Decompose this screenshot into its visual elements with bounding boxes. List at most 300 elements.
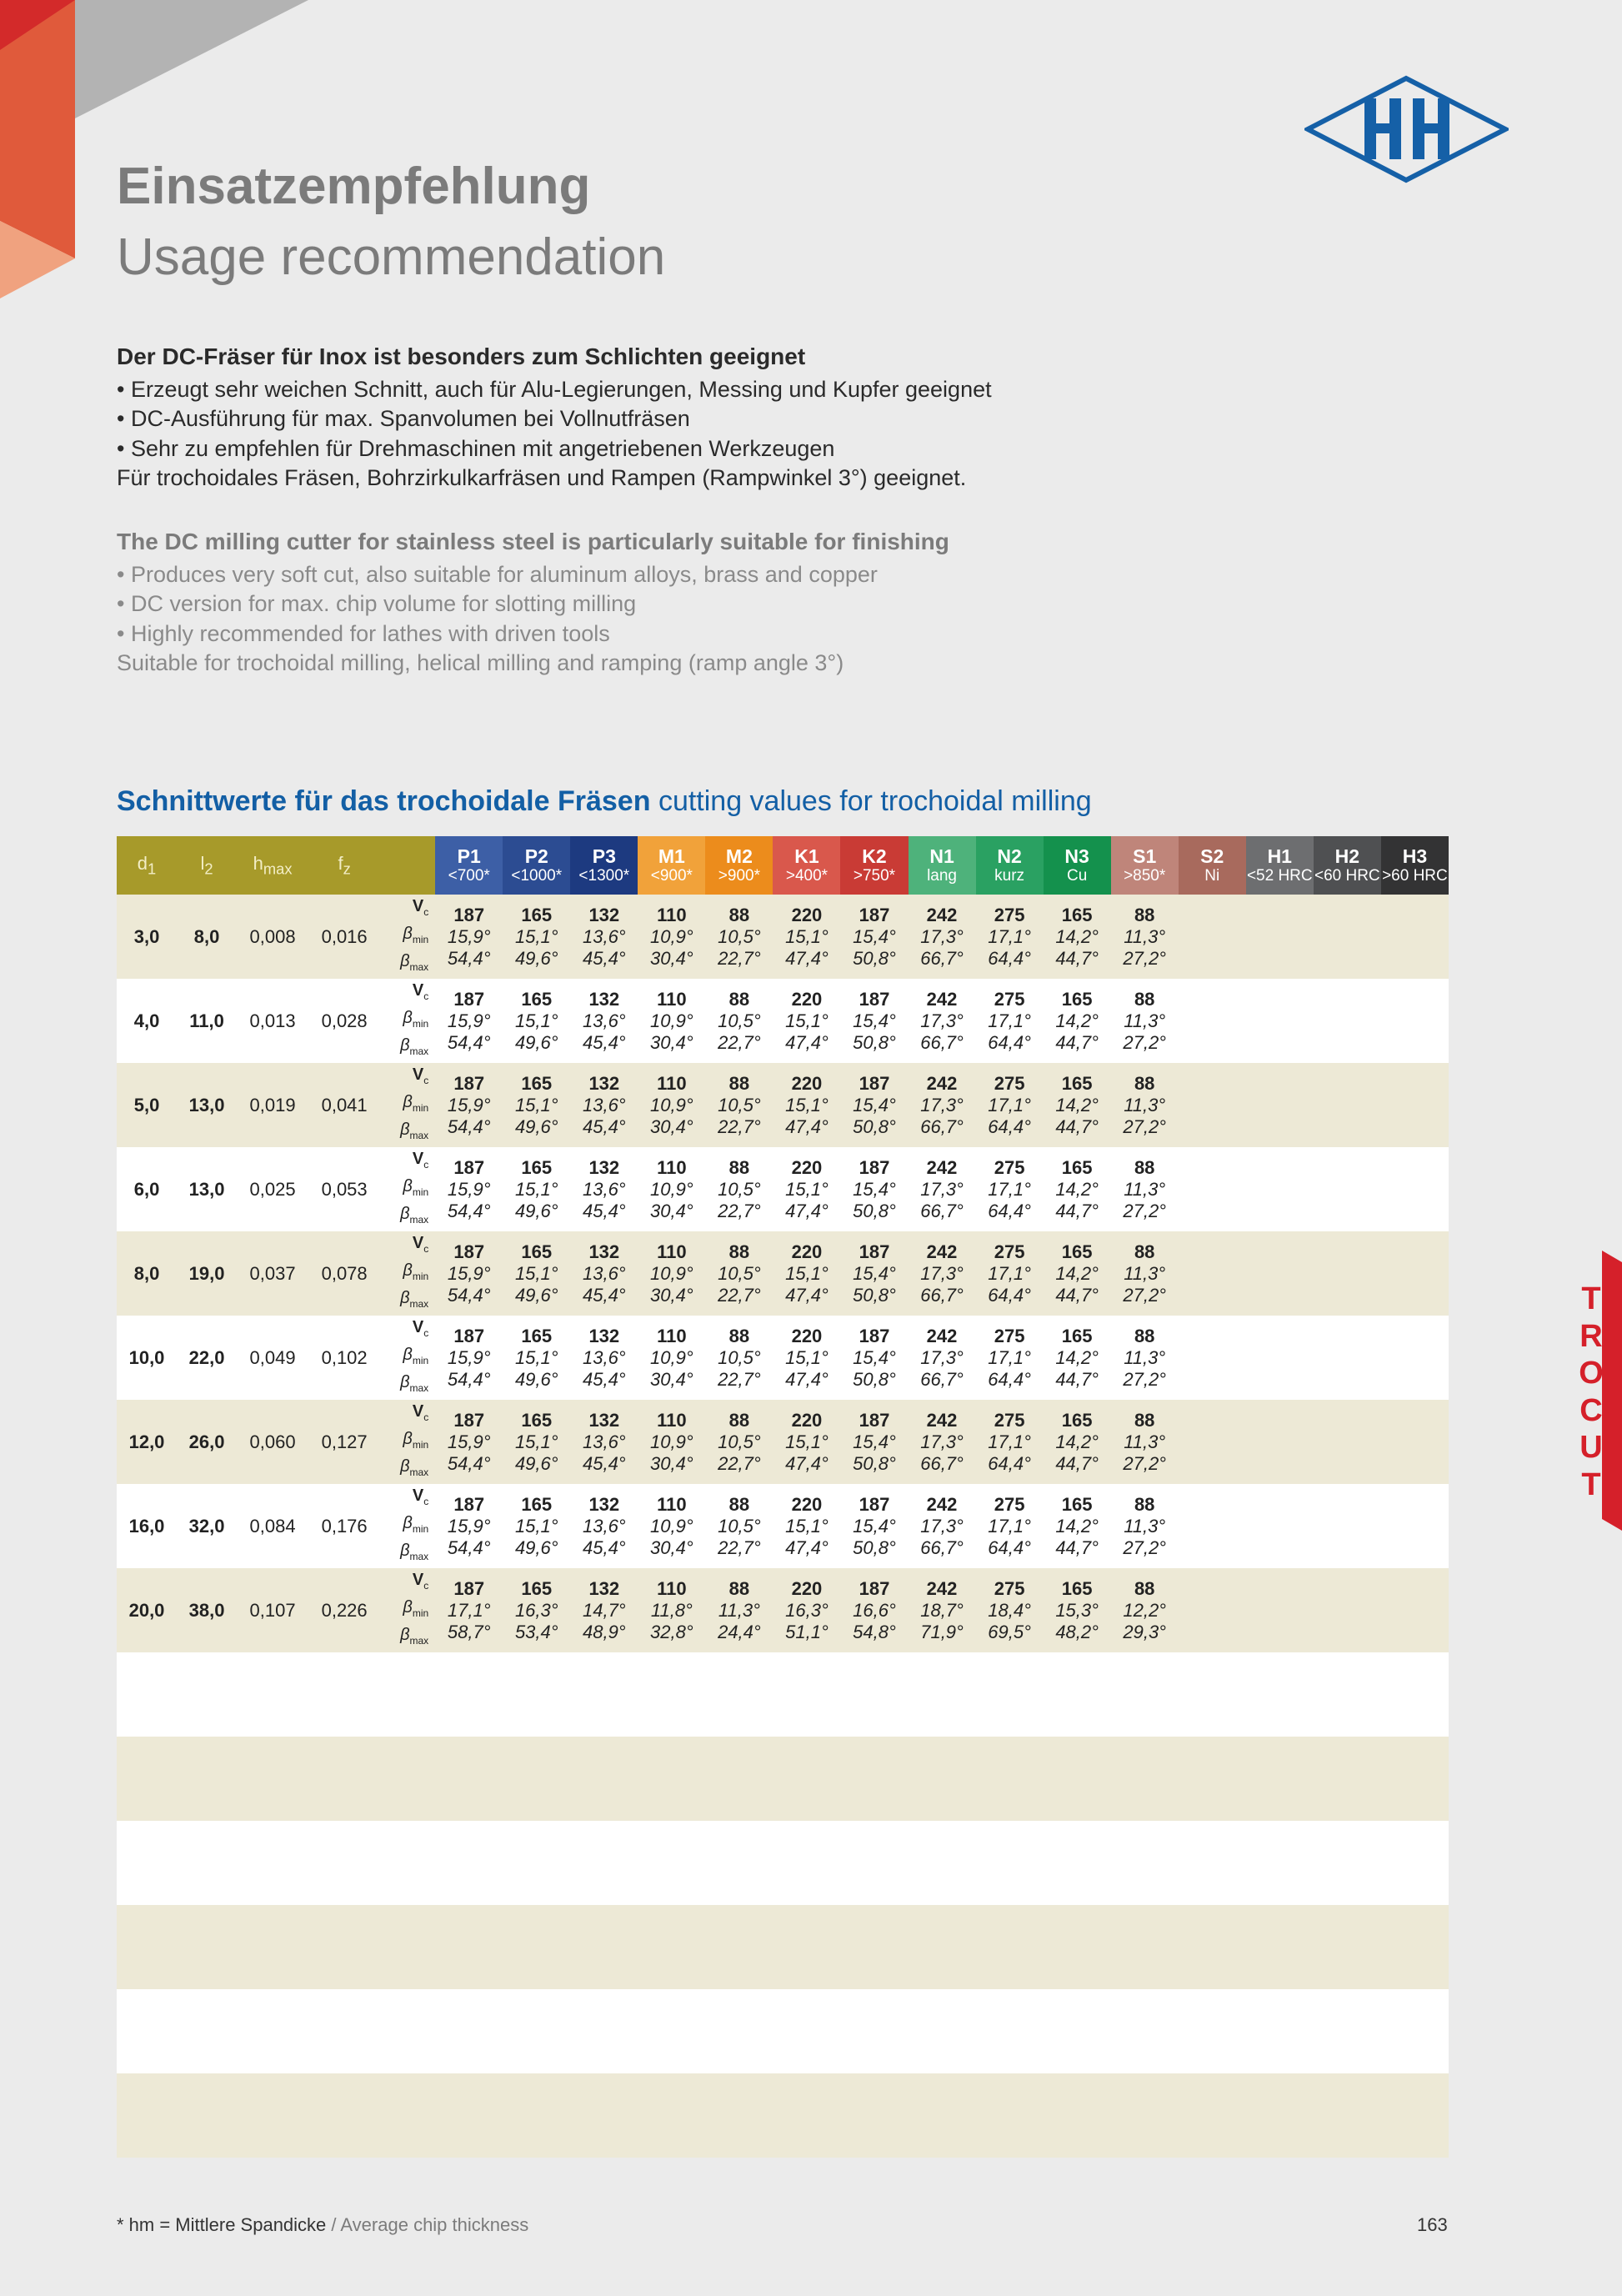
beta-min-value: 17,1° [988,1010,1031,1031]
material-code: H2 [1334,845,1360,867]
param-symbol: V [412,1402,424,1421]
cell-value [705,1147,773,1231]
vc-value: 110 [657,1156,687,1178]
param-subscript: c [423,1411,429,1423]
cell-value [503,1568,570,1652]
vc-value: 275 [994,1072,1025,1094]
beta-max-value: 44,7° [1055,1115,1099,1137]
cell-value [976,1316,1044,1400]
vc-value: 88 [1134,1072,1155,1094]
cell-value [909,1063,976,1147]
cell-value [976,895,1044,979]
vc-value: 110 [657,988,687,1010]
intro-en-bullet: • Highly recommended for lathes with driven tools [117,620,610,646]
cell-value [570,1316,638,1400]
material-code: N3 [1064,845,1089,867]
beta-min-value: 15,1° [514,1346,558,1368]
beta-min-value: 11,3° [1124,1515,1166,1537]
beta-max-value: 54,4° [447,1368,491,1390]
cell-value [1179,1568,1246,1652]
beta-min-value: 14,2° [1055,1262,1099,1284]
beta-min-value: 10,9° [650,1094,693,1115]
beta-min-value: 17,1° [447,1599,491,1621]
cell-value [638,895,705,979]
vc-value: 110 [657,1072,687,1094]
cell-d1: 12,0 [117,1400,177,1484]
beta-max-value: 64,4° [988,1368,1031,1390]
param-symbol: V [412,1486,424,1505]
vc-value: 88 [1134,988,1155,1010]
param-symbol: V [412,897,424,915]
empty-table-row [117,1737,1449,1821]
intro-en [117,527,949,679]
footnote-de: * hm = Mittlere Spandicke [117,2214,327,2235]
cell-hmax: 0,049 [237,1316,308,1400]
cell-value [1246,1063,1314,1147]
beta-min-value: 15,4° [853,1262,896,1284]
beta-max-value: 53,4° [514,1621,558,1642]
vc-value: 88 [1134,1409,1155,1431]
cell-value [976,1400,1044,1484]
vc-value: 187 [859,904,890,925]
beta-min-value: 15,1° [785,1178,829,1200]
beta-min-value: 15,1° [785,1262,829,1284]
cell-value [840,1568,908,1652]
beta-min-value: 15,1° [785,1094,829,1115]
cell-value [503,895,570,979]
cell-value [909,1316,976,1400]
param-subscript: c [423,1075,429,1086]
table-body [117,895,1449,2158]
material-code: K2 [862,845,887,867]
beta-max-value: 64,4° [988,1200,1031,1221]
beta-max-value: 47,4° [785,1031,829,1053]
cell-value [1381,1063,1449,1147]
beta-max-value: 64,4° [988,947,1031,969]
param-symbol: β [403,1093,413,1111]
cell-value [840,979,908,1063]
beta-max-value: 27,2° [1123,1368,1166,1390]
cutting-values-table [117,836,1449,2158]
beta-min-value: 14,2° [1055,925,1099,947]
material-header-p2 [503,836,570,895]
beta-min-value: 13,6° [582,1431,626,1452]
param-label [380,1401,428,1428]
vc-value: 110 [657,1409,687,1431]
empty-cell [117,1989,1449,2073]
material-code: S2 [1200,845,1224,867]
vc-value: 187 [859,1493,890,1515]
beta-min-value: 17,3° [920,1010,964,1031]
vc-value: 275 [994,1156,1025,1178]
beta-max-value: 64,4° [988,1537,1031,1558]
cell-value [1314,1316,1381,1400]
param-subscript: min [412,1186,429,1198]
cell-value [1381,1400,1449,1484]
beta-max-value: 29,3° [1123,1621,1166,1642]
vc-value: 132 [588,904,620,925]
vc-value: 88 [728,988,750,1010]
vc-value: 88 [1134,1156,1155,1178]
side-letter: C [1579,1392,1603,1428]
material-subtitle: lang [927,867,957,885]
beta-min-value: 15,1° [785,925,829,947]
cell-value [435,1147,503,1231]
cell-value [909,1484,976,1568]
param-symbol: β [403,1261,413,1280]
material-subtitle: <52 HRC [1246,867,1313,885]
beta-max-value: 45,4° [582,1200,626,1221]
beta-max-value: 50,8° [853,1537,896,1558]
vc-value: 275 [994,1409,1025,1431]
cell-d1: 20,0 [117,1568,177,1652]
beta-max-value: 30,4° [650,1284,693,1306]
beta-min-value: 10,9° [650,925,693,947]
cell-fz: 0,226 [308,1568,380,1652]
cell-value [840,1231,908,1316]
vc-value: 187 [859,1156,890,1178]
beta-max-value: 22,7° [718,1368,761,1390]
beta-max-value: 30,4° [650,1368,693,1390]
cell-value [1179,1400,1246,1484]
beta-max-value: 54,8° [853,1621,896,1642]
cell-value [1314,1568,1381,1652]
cell-value [976,1231,1044,1316]
param-subscript: min [412,1439,429,1451]
cell-value [435,1568,503,1652]
beta-max-value: 44,7° [1055,1031,1099,1053]
cell-d1: 6,0 [117,1147,177,1231]
beta-max-value: 49,6° [514,947,558,969]
header-l2: $l_2$ [177,836,237,895]
cell-value [773,1231,840,1316]
beta-max-value: 66,7° [920,1452,964,1474]
material-code: N1 [929,845,954,867]
vc-value: 110 [657,904,687,925]
param-subscript: max [409,1214,429,1226]
beta-max-value: 22,7° [718,1537,761,1558]
beta-max-value: 50,8° [853,1452,896,1474]
beta-max-value: 66,7° [920,1115,964,1137]
beta-min-value: 15,1° [514,1262,558,1284]
material-code: M2 [725,845,753,867]
material-header-m1 [638,836,705,895]
beta-max-value: 44,7° [1055,1537,1099,1558]
cell-value [773,1147,840,1231]
param-label [380,980,428,1007]
beta-min-value: 17,1° [988,1346,1031,1368]
empty-cell [117,2073,1449,2158]
cell-fz: 0,078 [308,1231,380,1316]
cell-value [503,1147,570,1231]
param-subscript: max [409,961,429,973]
cell-param-labels [380,895,435,979]
vc-value: 165 [1061,1325,1093,1346]
cell-value [1044,1147,1111,1231]
cell-value [976,979,1044,1063]
cell-param-labels [380,1316,435,1400]
vc-value: 275 [994,1325,1025,1346]
beta-max-value: 45,4° [582,1115,626,1137]
beta-min-value: 17,3° [920,925,964,947]
vc-value: 242 [926,1493,958,1515]
beta-max-value: 66,7° [920,1284,964,1306]
param-label [380,1485,428,1512]
vc-value: 275 [994,1577,1025,1599]
beta-max-value: 54,4° [447,1284,491,1306]
beta-max-value: 22,7° [718,947,761,969]
param-symbol: V [412,1234,424,1252]
vc-value: 165 [1061,1409,1093,1431]
side-tab-label [1560,1281,1622,1503]
param-label [380,1176,428,1203]
table-row [117,1568,1449,1652]
beta-min-value: 17,3° [920,1262,964,1284]
beta-min-value: 14,2° [1055,1431,1099,1452]
cell-value [840,1063,908,1147]
beta-max-value: 45,4° [582,1452,626,1474]
beta-min-value: 15,1° [514,1178,558,1200]
intro-en-bullet: • Produces very soft cut, also suitable for aluminum alloys, brass and copper [117,561,878,587]
cell-value [705,1400,773,1484]
cell-value [705,895,773,979]
vc-value: 110 [657,1325,687,1346]
vc-value: 220 [791,1409,823,1431]
cell-value [1381,1484,1449,1568]
material-subtitle: >400* [785,867,829,885]
cell-value [909,1568,976,1652]
beta-max-value: 30,4° [650,1031,693,1053]
cell-d1: 8,0 [117,1231,177,1316]
table-row [117,1484,1449,1568]
beta-max-value: 45,4° [582,1368,626,1390]
cell-l2: 19,0 [177,1231,237,1316]
beta-min-value: 13,6° [582,925,626,947]
beta-min-value: 15,9° [447,1262,491,1284]
cell-value [570,979,638,1063]
material-header-h2 [1314,836,1381,895]
vc-value: 165 [1061,1241,1093,1262]
beta-min-value: 15,4° [853,1346,896,1368]
material-header-k2 [840,836,908,895]
vc-value: 242 [926,904,958,925]
beta-min-value: 11,3° [1124,925,1166,947]
beta-min-value: 10,9° [650,1010,693,1031]
cell-l2: 22,0 [177,1316,237,1400]
beta-max-value: 27,2° [1123,1284,1166,1306]
cell-d1: 10,0 [117,1316,177,1400]
param-label [380,1007,428,1035]
cell-value [638,979,705,1063]
footnote-en: Average chip thickness [340,2214,529,2235]
beta-max-value: 44,7° [1055,1200,1099,1221]
vc-value: 187 [453,1577,485,1599]
side-letter: T [1581,1281,1601,1316]
cell-value [638,1316,705,1400]
beta-max-value: 30,4° [650,947,693,969]
param-symbol: V [412,1318,424,1336]
cell-l2: 8,0 [177,895,237,979]
beta-min-value: 15,4° [853,925,896,947]
empty-cell [117,1821,1449,1905]
param-subscript: c [423,906,429,918]
material-subtitle: <60 HRC [1314,867,1380,885]
beta-min-value: 14,2° [1055,1010,1099,1031]
header-d1: $d_1$ [117,836,177,895]
hh-logo [1304,75,1509,183]
cell-value [773,1568,840,1652]
cell-param-labels [380,1484,435,1568]
beta-min-value: 15,9° [447,925,491,947]
beta-min-value: 12,2° [1123,1599,1166,1621]
param-symbol: β [400,1542,410,1560]
cell-value [1246,1568,1314,1652]
beta-max-value: 66,7° [920,1537,964,1558]
cell-value [1179,1147,1246,1231]
beta-max-value: 54,4° [447,947,491,969]
param-symbol: V [412,1150,424,1168]
vc-value: 88 [1134,1493,1155,1515]
beta-min-value: 10,9° [650,1431,693,1452]
beta-min-value: 15,1° [514,1094,558,1115]
param-symbol: β [400,1120,410,1139]
param-symbol: V [412,981,424,1000]
table-row [117,1231,1449,1316]
beta-max-value: 54,4° [447,1200,491,1221]
cell-l2: 38,0 [177,1568,237,1652]
cell-value [1111,979,1179,1063]
beta-min-value: 10,5° [718,1010,761,1031]
cell-hmax: 0,084 [237,1484,308,1568]
cell-param-labels [380,1231,435,1316]
cell-value [909,1147,976,1231]
intro-de-bullet: • Sehr zu empfehlen für Drehmaschinen mit angetriebenen Werkzeugen [117,435,835,461]
table-row [117,1400,1449,1484]
beta-max-value: 49,6° [514,1031,558,1053]
param-subscript: min [412,934,429,945]
cell-value [570,1568,638,1652]
cell-value [1044,1231,1111,1316]
header-fz: $f_z$ [308,836,380,895]
vc-value: 220 [791,1325,823,1346]
vc-value: 220 [791,1156,823,1178]
param-subscript: c [423,990,429,1002]
material-subtitle: >60 HRC [1382,867,1448,885]
beta-max-value: 64,4° [988,1031,1031,1053]
vc-value: 220 [791,1577,823,1599]
vc-value: 165 [521,904,553,925]
cell-value [435,1400,503,1484]
beta-min-value: 15,9° [447,1094,491,1115]
section-title-de: Schnittwerte für das trochoidale Fräsen [117,785,651,817]
param-label [380,1428,428,1456]
cell-value [705,1568,773,1652]
intro-en-note: Suitable for trochoidal milling, helical milling and ramping (ramp angle 3°) [117,650,844,675]
side-letter: T [1581,1466,1601,1502]
cell-fz: 0,127 [308,1400,380,1484]
beta-min-value: 15,1° [514,925,558,947]
beta-max-value: 47,4° [785,1284,829,1306]
vc-value: 165 [1061,1072,1093,1094]
empty-table-row [117,1905,1449,1989]
beta-min-value: 15,1° [785,1346,829,1368]
cell-value [909,1231,976,1316]
beta-min-value: 13,6° [582,1010,626,1031]
cell-value [570,1063,638,1147]
beta-max-value: 47,4° [785,1200,829,1221]
beta-min-value: 16,6° [853,1599,896,1621]
param-label [380,1371,428,1399]
beta-max-value: 69,5° [988,1621,1031,1642]
cell-value [1314,1231,1381,1316]
param-subscript: min [412,1355,429,1366]
param-symbol: β [400,1626,410,1644]
material-subtitle: <700* [448,867,490,885]
param-label [380,1119,428,1146]
material-header-p3 [570,836,638,895]
cell-param-labels [380,1400,435,1484]
beta-min-value: 10,9° [650,1178,693,1200]
empty-table-row [117,1652,1449,1737]
cell-value [840,895,908,979]
vc-value: 165 [521,1409,553,1431]
beta-max-value: 54,4° [447,1537,491,1558]
empty-table-row [117,2073,1449,2158]
beta-min-value: 10,5° [718,1431,761,1452]
vc-value: 165 [521,988,553,1010]
param-subscript: min [412,1102,429,1114]
param-symbol: V [412,1065,424,1084]
vc-value: 165 [1061,1156,1093,1178]
material-subtitle: <1300* [578,867,630,885]
vc-value: 242 [926,1325,958,1346]
cell-value [435,979,503,1063]
beta-min-value: 15,9° [447,1431,491,1452]
param-label [380,1148,428,1176]
vc-value: 165 [521,1156,553,1178]
vc-value: 165 [521,1493,553,1515]
param-subscript: c [423,1327,429,1339]
footnote-separator: / [326,2214,341,2235]
cell-value [1111,1400,1179,1484]
vc-value: 242 [926,1156,958,1178]
param-symbol: β [400,1457,410,1476]
cell-value [840,1400,908,1484]
vc-value: 165 [1061,904,1093,925]
beta-min-value: 15,9° [447,1010,491,1031]
cell-value [909,895,976,979]
beta-max-value: 49,6° [514,1284,558,1306]
param-label [380,1203,428,1231]
cell-value [909,1400,976,1484]
beta-max-value: 27,2° [1123,1537,1166,1558]
cell-param-labels [380,979,435,1063]
vc-value: 110 [657,1493,687,1515]
param-symbol: β [400,1036,410,1055]
beta-min-value: 17,3° [920,1178,964,1200]
material-code: K1 [794,845,819,867]
cell-value [1246,895,1314,979]
beta-min-value: 15,9° [447,1178,491,1200]
beta-min-value: 14,2° [1055,1515,1099,1537]
vc-value: 187 [859,1072,890,1094]
param-label [380,1624,428,1652]
material-header-n2 [976,836,1044,895]
cell-param-labels [380,1568,435,1652]
beta-min-value: 14,2° [1055,1346,1099,1368]
vc-value: 187 [453,1241,485,1262]
beta-min-value: 16,3° [785,1599,829,1621]
